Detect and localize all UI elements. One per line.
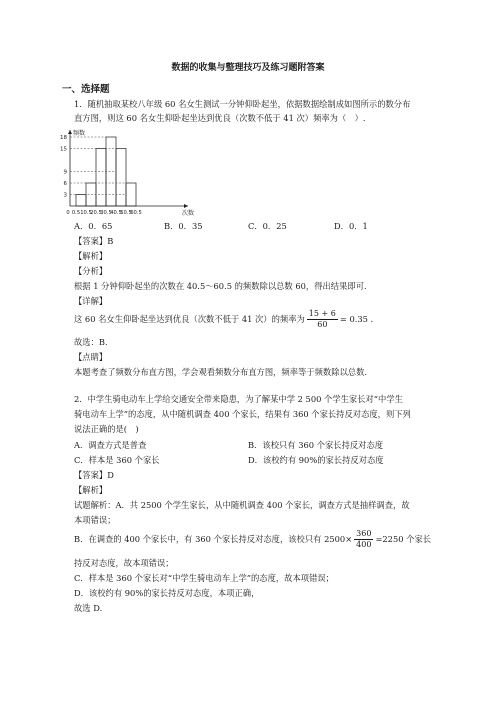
q2-option-c[interactable]: C．样本是 360 个家长 xyxy=(74,455,160,465)
q2-explain-2-post: =2250 个家长 xyxy=(375,534,432,544)
q1-xiangjie-post: = 0.35 . xyxy=(339,314,374,324)
q2-answer: 【答案】D xyxy=(74,470,114,480)
q2-explain-4: D．该校约有 90%的家长持反对态度，本项正确， xyxy=(74,588,260,598)
q1-option-b[interactable]: B．0．35 xyxy=(164,221,203,231)
q1-fenxi-text: 根据 1 分钟仰卧起坐的次数在 40.5～60.5 的频数除以总数 60，得出结果即可. xyxy=(74,281,367,291)
histogram-bar xyxy=(96,149,106,207)
q1-xiangjie-head: 【详解】 xyxy=(74,296,108,306)
y-tick-label: 3 xyxy=(63,192,67,199)
q1-jiexi-head: 【解析】 xyxy=(74,251,108,261)
q2-explain-3: C．样本是 360 个家长对“中学生骑电动车上学”的态度，故本项错误； xyxy=(74,573,334,583)
q2-frac-num: 360 xyxy=(356,529,372,538)
q2-option-a[interactable]: A．调查方式是普查 xyxy=(74,440,147,450)
section-heading: 一、选择题 xyxy=(62,84,110,95)
q1-option-c[interactable]: C．0．25 xyxy=(248,221,287,231)
q2-fraction xyxy=(354,530,373,549)
q2-stem-line2: 骑电动车上学”的态度，从中随机调查 400 个家长，结果有 360 个家长持反对态度，则下列 xyxy=(74,409,411,419)
x-tick-label: 60.5 xyxy=(130,210,142,216)
y-tick-label: 9 xyxy=(63,169,67,176)
q1-frac-den: 60 xyxy=(317,320,328,329)
x-axis-arrow xyxy=(184,204,188,208)
q2-explain-5: 故选 D. xyxy=(74,603,103,613)
q1-option-d[interactable]: D．0．1 xyxy=(334,221,368,231)
q1-frac-num: 15 + 6 xyxy=(308,309,336,318)
y-tick-label: 6 xyxy=(63,181,67,187)
q2-option-b[interactable]: B．该校只有 360 个家长持反对态度 xyxy=(248,440,384,450)
q2-explain-2 xyxy=(74,530,431,549)
q2-option-d[interactable]: D．该校约有 90%的家长持反对态度 xyxy=(248,455,384,465)
x-tick-label: 10.5 xyxy=(80,210,92,216)
q1-conclusion: 故选：B. xyxy=(74,337,108,347)
q1-xiangjie-line xyxy=(74,310,373,329)
q2-explain-1a: 试题解析：A．共 2500 个学生家长，从中随机调查 400 个家长，调查方式是抽样调查，故 xyxy=(74,500,410,510)
x-tick-label: 20.5 xyxy=(90,210,102,216)
x-tick-label: 30.5 xyxy=(100,210,112,216)
y-tick-label: 15 xyxy=(60,146,67,153)
q1-dianjing-head: 【点睛】 xyxy=(74,352,108,362)
q1-fraction xyxy=(307,310,338,329)
histogram-chart xyxy=(58,124,208,218)
page-title: 数据的收集与整理技巧及练习题附答案 xyxy=(171,63,325,73)
histogram-bar xyxy=(126,183,136,206)
x-tick-label: 40.5 xyxy=(110,210,122,216)
x-axis-label: 次数 xyxy=(182,210,195,217)
x-tick-label: 0 xyxy=(66,210,70,216)
histogram-bar xyxy=(116,149,126,207)
q2-stem-line3: 说法正确的是( ) xyxy=(74,424,139,434)
q1-dianjing-text: 本题考查了频数分布直方图，学会观看频数分布直方图，频率等于频数除以总数. xyxy=(74,367,368,377)
histogram-bar xyxy=(106,137,116,206)
x-tick-label: 50.5 xyxy=(120,210,132,216)
q2-jiexi-head: 【解析】 xyxy=(74,485,108,495)
y-tick-label: 18 xyxy=(60,135,67,141)
q2-stem-line1: 2．中学生骑电动车上学给交通安全带来隐患，为了解某中学 2 500 个学生家长对“中学生 xyxy=(74,394,403,404)
y-axis-arrow xyxy=(68,130,72,134)
q2-explain-2-pre: B．在调查的 400 个家长中，有 360 个家长持反对态度，该校只有 2500× xyxy=(74,534,353,544)
q1-option-a[interactable]: A．0．65 xyxy=(74,221,113,231)
q1-fenxi-head: 【分析】 xyxy=(74,266,108,276)
q1-stem-line1: 1．随机抽取某校八年级 60 名女生测试一分钟仰卧起坐，依据数据绘制成如图所示的数分布 xyxy=(74,99,411,109)
q2-options xyxy=(74,441,434,471)
histogram-bar xyxy=(76,195,86,207)
q2-explain-2b: 持反对态度，故本项错误； xyxy=(74,558,174,568)
q2-frac-den: 400 xyxy=(356,540,372,549)
q1-xiangjie-pre: 这 60 名女生仰卧起坐达到优良（次数不低于 41 次）的频率为 xyxy=(74,314,305,324)
q1-stem-line2: 直方图，则这 60 名女生仰卧起坐达到优良（次数不低于 41 次）频率为（ ）. xyxy=(74,113,366,123)
x-tick-label: 0.5 xyxy=(71,210,81,216)
q1-answer: 【答案】B xyxy=(74,236,114,246)
q1-options xyxy=(74,222,434,234)
q2-explain-1b: 本项错误； xyxy=(74,515,116,525)
y-axis-label: 频数 xyxy=(73,130,86,137)
